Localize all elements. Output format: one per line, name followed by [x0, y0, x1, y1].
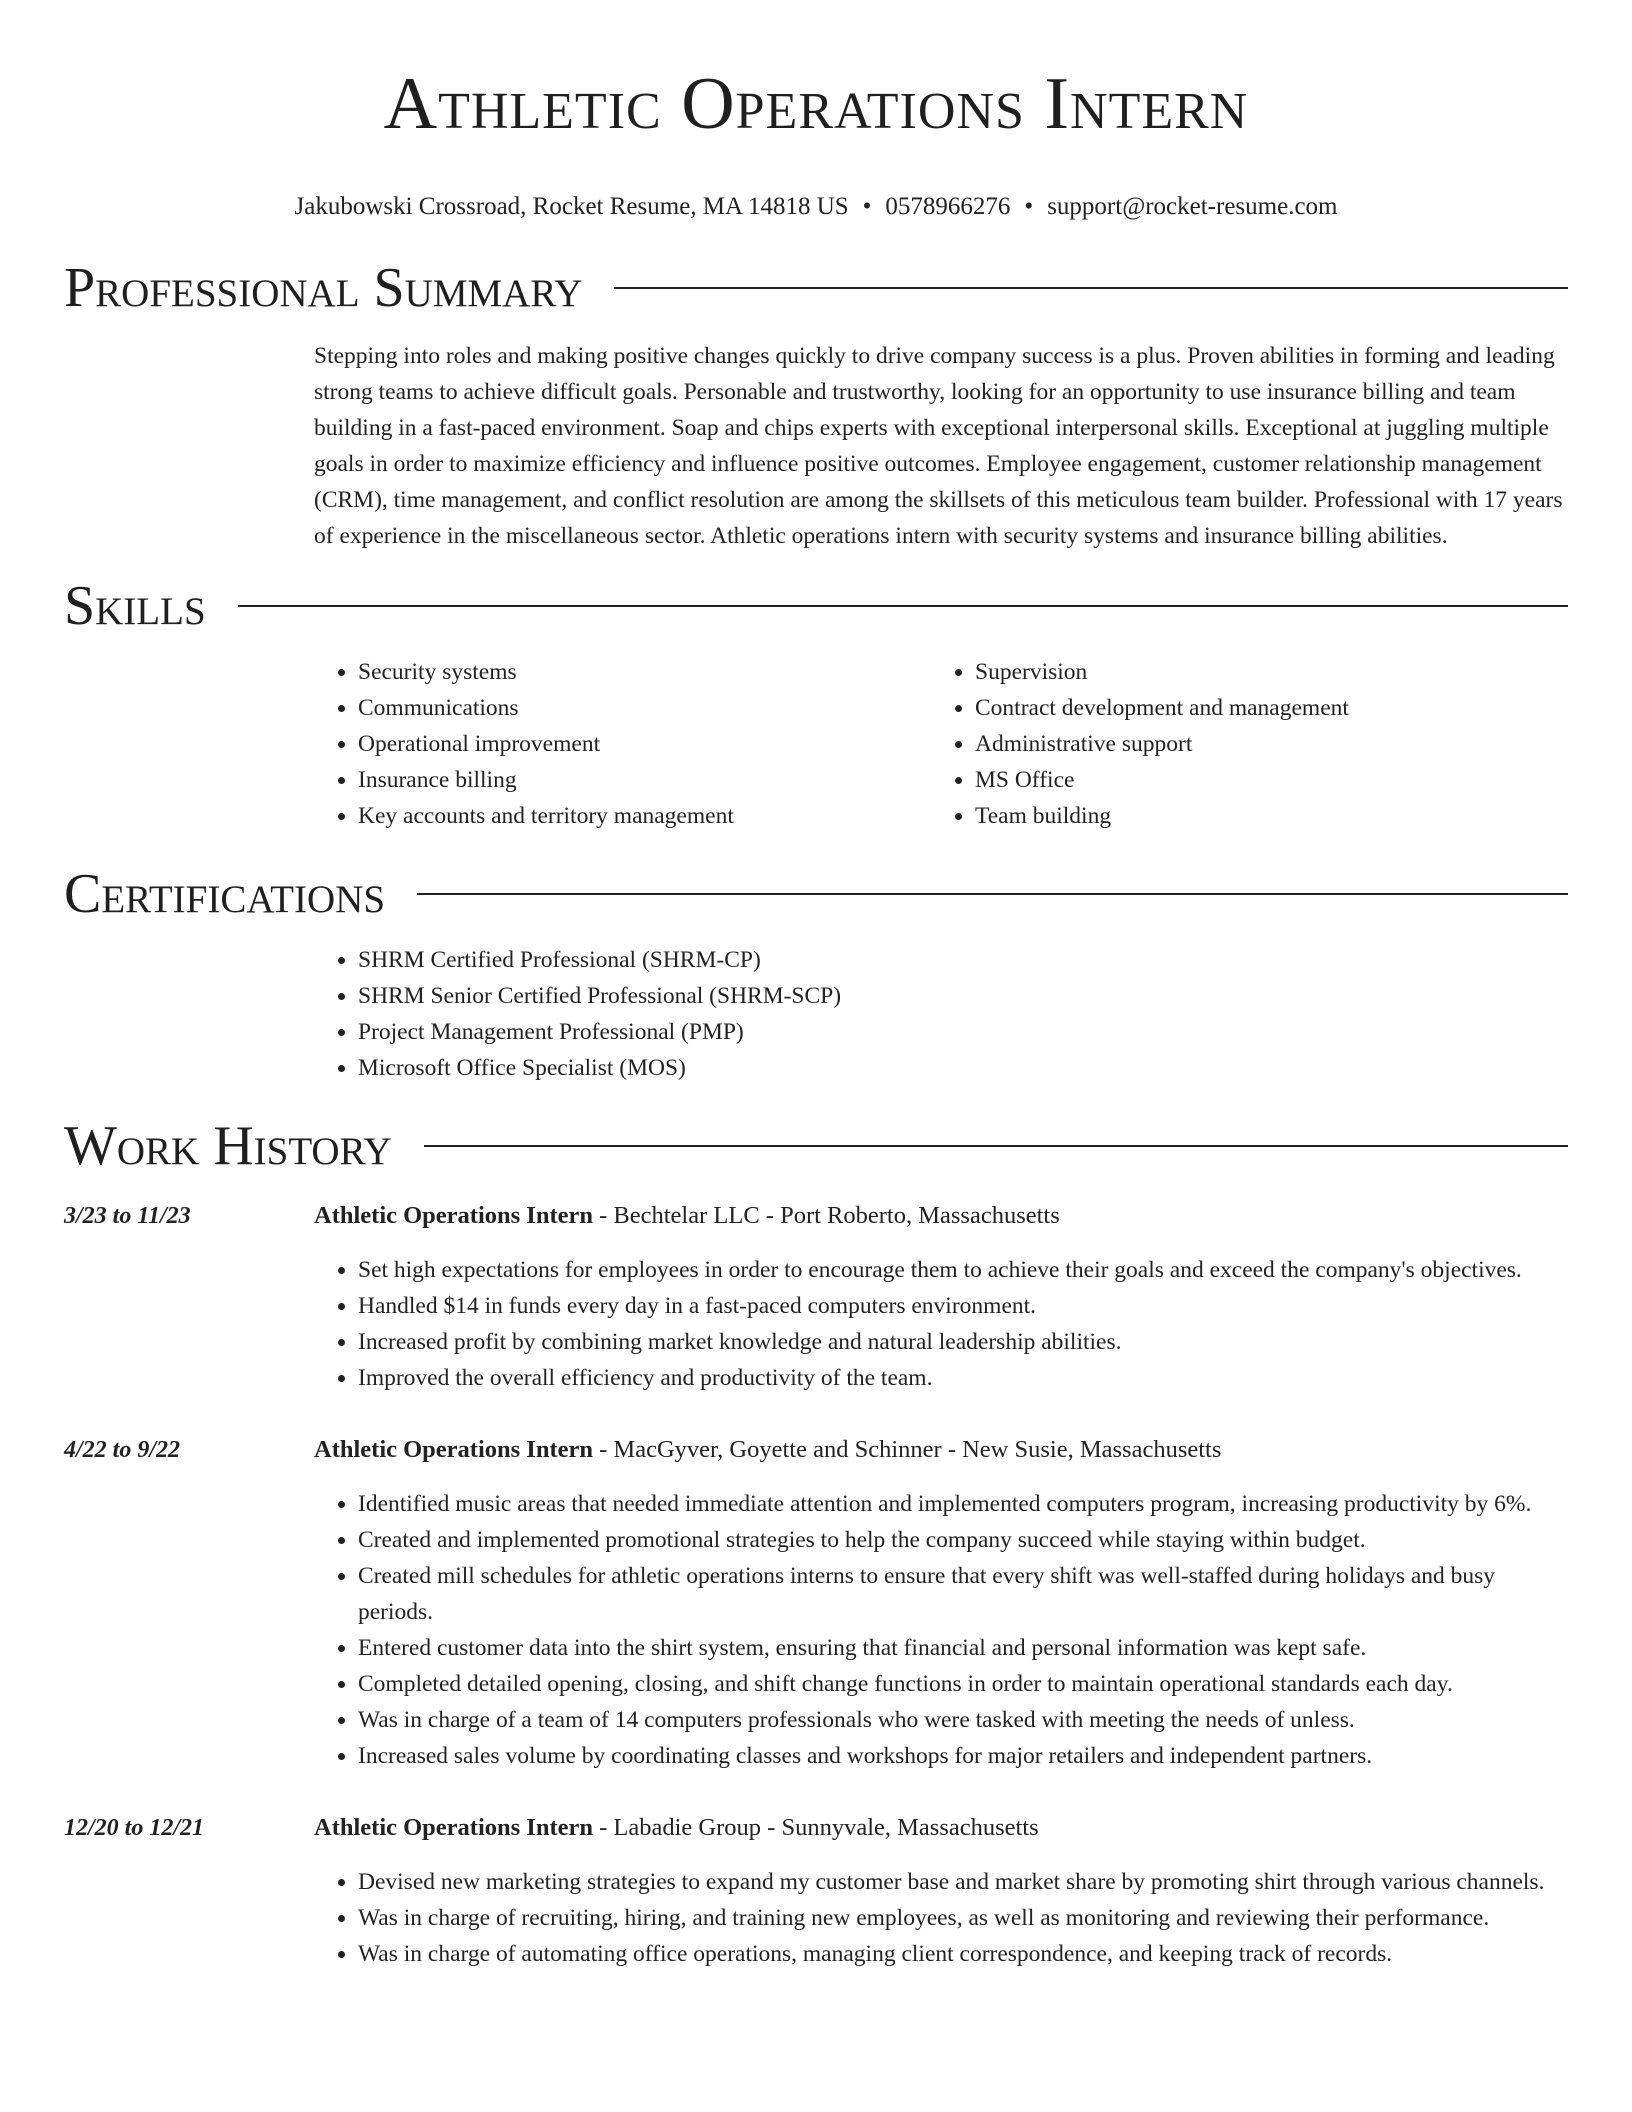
skill-item: • Operational improvement: [358, 726, 931, 762]
skill-item: • Security systems: [358, 654, 931, 690]
skills-column-right: [931, 654, 1548, 834]
skill-item: • Team building: [975, 798, 1548, 834]
job-title-line: [314, 1810, 1568, 1846]
summary-section-header: [64, 258, 1568, 318]
phone: 0578966276: [885, 193, 1011, 220]
job-role: Athletic Operations Intern: [314, 1436, 593, 1463]
job-bullets: [314, 1252, 1568, 1396]
skill-item: • Contract development and management: [975, 690, 1548, 726]
section-divider: [417, 893, 1568, 895]
job-company: - Bechtelar LLC - Port Roberto, Massachusetts: [593, 1202, 1060, 1229]
job-company: - MacGyver, Goyette and Schinner - New Susie, Massachusetts: [593, 1436, 1222, 1463]
skills-heading: Skills: [64, 575, 206, 637]
job-bullet: • Was in charge of a team of 14 computers professionals who were tasked with meeting the needs of unless.: [358, 1702, 1568, 1738]
job-bullet: • Handled $14 in funds every day in a fast-paced computers environment.: [358, 1288, 1568, 1324]
job-dates: 12/20 to 12/21: [64, 1815, 205, 1841]
job-bullet: • Entered customer data into the shirt system, ensuring that financial and personal information was kept safe.: [358, 1630, 1568, 1666]
job-body: [314, 1810, 1568, 1972]
skill-item: • Insurance billing: [358, 762, 931, 798]
job-bullet: • Was in charge of recruiting, hiring, and training new employees, as well as monitoring and reviewing their performance.: [358, 1900, 1568, 1936]
certifications-heading: Certifications: [64, 863, 386, 925]
job-bullet: • Improved the overall efficiency and productivity of the team.: [358, 1360, 1568, 1396]
job-bullet: • Devised new marketing strategies to expand my customer base and market share by promoting shirt through various channels.: [358, 1864, 1568, 1900]
candidate-name: Athletic Operations Intern: [383, 63, 1249, 145]
job-role: Athletic Operations Intern: [314, 1814, 593, 1841]
work-history-heading: Work History: [64, 1115, 392, 1177]
certification-item: • Project Management Professional (PMP): [358, 1014, 1568, 1050]
skill-item: • Key accounts and territory management: [358, 798, 931, 834]
skill-item: • MS Office: [975, 762, 1548, 798]
skills-section-header: [64, 576, 1568, 636]
skill-item: • Communications: [358, 690, 931, 726]
summary-heading: Professional Summary: [64, 257, 583, 319]
section-divider: [614, 287, 1568, 289]
job-bullet: • Increased sales volume by coordinating classes and workshops for major retailers and independent partners.: [358, 1738, 1568, 1774]
section-divider: [424, 1145, 1568, 1147]
job-bullet: • Increased profit by combining market knowledge and natural leadership abilities.: [358, 1324, 1568, 1360]
skill-item: • Supervision: [975, 654, 1548, 690]
skills-column-left: [314, 654, 931, 834]
job-entry: [64, 1198, 1568, 1396]
job-bullet: • Completed detailed opening, closing, and shift change functions in order to maintain operational standards each day.: [358, 1666, 1568, 1702]
job-bullet: • Identified music areas that needed immediate attention and implemented computers program, increasing productivity by 6%.: [358, 1486, 1568, 1522]
job-body: [314, 1198, 1568, 1396]
job-title-line: [314, 1432, 1568, 1468]
contact-line: [0, 192, 1632, 222]
certification-item: • Microsoft Office Specialist (MOS): [358, 1050, 1568, 1086]
email: support@rocket-resume.com: [1047, 193, 1338, 220]
job-bullet: • Created and implemented promotional strategies to help the company succeed while staying within budget.: [358, 1522, 1568, 1558]
job-entry: [64, 1432, 1568, 1774]
section-divider: [238, 605, 1568, 607]
certification-item: • SHRM Senior Certified Professional (SHRM-SCP): [358, 978, 1568, 1014]
job-dates: 4/22 to 9/22: [64, 1437, 181, 1463]
job-company: - Labadie Group - Sunnyvale, Massachusetts: [593, 1814, 1039, 1841]
certifications-list: [314, 942, 1568, 1086]
job-bullet: • Was in charge of automating office operations, managing client correspondence, and keeping track of records.: [358, 1936, 1568, 1972]
skills-list: [314, 654, 1568, 834]
job-bullets: [314, 1864, 1568, 1972]
separator-bullet: •: [862, 193, 872, 220]
separator-bullet: •: [1024, 193, 1034, 220]
job-role: Athletic Operations Intern: [314, 1202, 593, 1229]
job-body: [314, 1432, 1568, 1774]
certifications-section-header: [64, 864, 1568, 924]
job-title-line: [314, 1198, 1568, 1234]
job-bullet: • Set high expectations for employees in order to encourage them to achieve their goals and exceed the company's objectives.: [358, 1252, 1568, 1288]
work-history-section-header: [64, 1116, 1568, 1176]
certification-item: • SHRM Certified Professional (SHRM-CP): [358, 942, 1568, 978]
address: Jakubowski Crossroad, Rocket Resume, MA 14818 US: [294, 193, 849, 220]
skill-item: • Administrative support: [975, 726, 1548, 762]
job-entry: [64, 1810, 1568, 1972]
summary-text: Stepping into roles and making positive changes quickly to drive company success is a plus. Proven abilities in forming and leading strong teams to achieve difficult goals. Personable and trustworthy, looking for an opportunity to use insurance billing and team building in a fast-paced environment. Soap and chips experts with exceptional interpersonal skills. Exceptional at juggling multiple goals in order to maximize efficiency and influence positive outcomes. Employee engagement, customer relationship management (CRM), time management, and conflict resolution are among the skillsets of this meticulous team builder. Professional with 17 years of experience in the miscellaneous sector. Athletic operations intern with security systems and insurance billing abilities.: [314, 343, 1563, 549]
job-bullets: [314, 1486, 1568, 1774]
job-bullet: • Created mill schedules for athletic operations interns to ensure that every shift was well-staffed during holidays and busy periods.: [358, 1558, 1568, 1630]
job-dates: 3/23 to 11/23: [64, 1203, 191, 1229]
